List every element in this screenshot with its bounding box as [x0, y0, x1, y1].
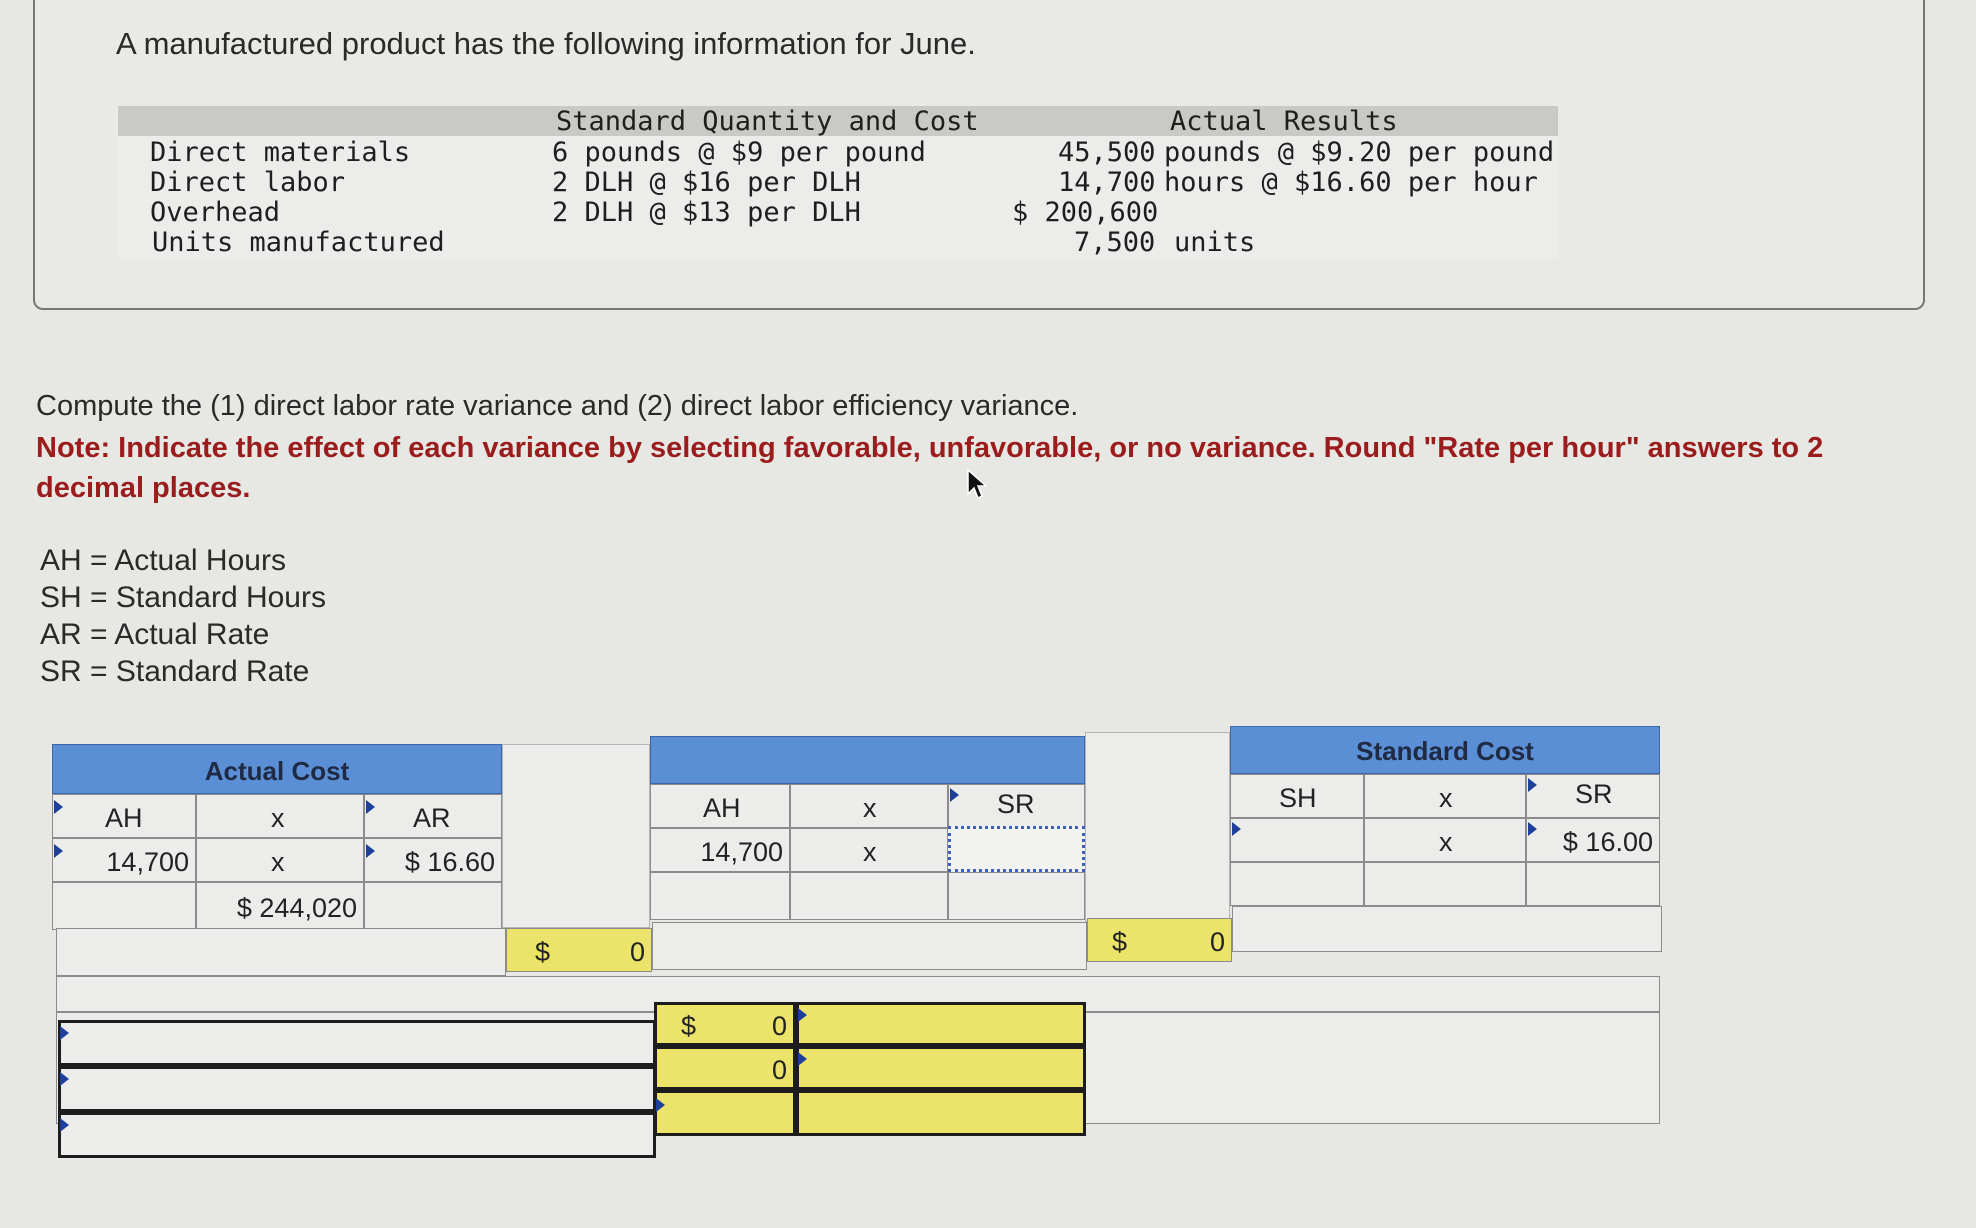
standard-x-label-cell — [1364, 774, 1526, 818]
standard-sh-label: SH — [1279, 783, 1317, 813]
actual-cost-header — [52, 744, 502, 794]
row-standard: 2 DLH @ $13 per DLH — [552, 197, 861, 228]
middle-ah-label: AH — [703, 793, 741, 823]
rate-diff-cell — [506, 928, 652, 972]
standard-sr-label: SR — [1575, 779, 1613, 809]
rate-variance-label-select[interactable] — [58, 1020, 656, 1066]
actual-x-label-cell — [196, 794, 364, 838]
legend-ah: AH = Actual Hours — [40, 544, 286, 577]
middle-x-label-cell — [790, 784, 948, 828]
gap-column-right — [1085, 732, 1230, 922]
actual-cost-total: $ 244,020 — [236, 893, 357, 923]
gap-column-left — [502, 744, 650, 928]
efficiency-variance-amount: 0 — [771, 1055, 787, 1085]
dropdown-flag-icon — [54, 844, 63, 858]
total-variance-label-select[interactable] — [58, 1112, 656, 1158]
mouse-pointer-icon — [966, 468, 988, 500]
middle-x-cell — [790, 828, 948, 872]
actual-blank-cell — [52, 882, 196, 930]
rate-variance-effect-select[interactable] — [796, 1002, 1086, 1046]
times-sign: x — [1439, 827, 1453, 857]
row-standard: 2 DLH @ $16 per DLH — [552, 167, 861, 198]
efficiency-diff-cell — [1087, 918, 1232, 962]
efficiency-variance-amount-input[interactable] — [654, 1046, 796, 1090]
middle-blank-cell — [948, 872, 1085, 920]
row-actual-amount: $ 200,600 — [1012, 197, 1159, 228]
times-sign: x — [863, 837, 877, 867]
row-actual-amount: 45,500 — [1058, 137, 1156, 168]
actual-cost-total-cell — [196, 882, 364, 930]
dropdown-flag-icon — [366, 844, 375, 858]
efficiency-variance-effect-select[interactable] — [796, 1046, 1086, 1090]
actual-ar-label: AR — [413, 803, 451, 833]
dollar-sign: $ — [681, 1011, 697, 1041]
standard-cost-header — [1230, 726, 1660, 774]
dropdown-flag-icon — [656, 1098, 665, 1112]
standard-total-cell — [1364, 862, 1526, 906]
dollar-sign: $ — [1112, 927, 1128, 957]
actual-ah-label: AH — [105, 803, 143, 833]
total-variance-amount-input[interactable] — [654, 1090, 796, 1136]
standard-cost-title: Standard Cost — [1356, 736, 1534, 766]
legend-sr: SR = Standard Rate — [40, 655, 310, 688]
actual-x-cell — [196, 838, 364, 882]
dropdown-flag-icon — [798, 1052, 807, 1066]
standard-sh-input[interactable] — [1230, 818, 1364, 862]
times-label: x — [1439, 783, 1453, 813]
actual-ah-label-cell — [52, 794, 196, 838]
standard-x-cell — [1364, 818, 1526, 862]
rate-variance-amount: 0 — [771, 1011, 787, 1041]
dropdown-flag-icon — [60, 1072, 69, 1086]
actual-ar-label-cell — [364, 794, 502, 838]
row-actual-desc: hours @ $16.60 per hour — [1164, 167, 1538, 198]
question-text: Compute the (1) direct labor rate variance and (2) direct labor efficiency variance. — [36, 390, 1079, 422]
dropdown-flag-icon — [60, 1118, 69, 1132]
legend-sh: SH = Standard Hours — [40, 581, 326, 614]
dropdown-flag-icon — [60, 1026, 69, 1040]
actual-cost-title: Actual Cost — [204, 756, 350, 786]
row-label: Overhead — [150, 197, 281, 228]
actual-header: Actual Results — [1170, 106, 1398, 137]
dropdown-flag-icon — [798, 1008, 807, 1022]
diff-row-blank — [1232, 906, 1662, 952]
dropdown-flag-icon — [950, 788, 959, 802]
times-sign: x — [271, 847, 285, 877]
standard-sh-label-cell — [1230, 774, 1364, 818]
dropdown-flag-icon — [1528, 778, 1537, 792]
dollar-sign: $ — [535, 937, 551, 967]
diff-row-blank — [652, 922, 1087, 970]
middle-sr-label: SR — [997, 789, 1035, 819]
middle-ah-value: 14,700 — [700, 837, 783, 867]
middle-total-cell — [790, 872, 948, 920]
middle-sr-label-cell — [948, 784, 1085, 828]
problem-intro: A manufactured product has the following information for June. — [116, 26, 976, 61]
standard-blank-cell — [1230, 862, 1364, 906]
middle-header — [650, 736, 1085, 784]
times-label: x — [271, 803, 285, 833]
row-standard: 6 pounds @ $9 per pound — [552, 137, 926, 168]
row-label: Units manufactured — [152, 227, 445, 258]
standard-blank-cell — [1526, 862, 1660, 906]
standard-sr-label-cell — [1526, 774, 1660, 818]
dropdown-flag-icon — [54, 800, 63, 814]
diff-row-blank — [56, 928, 506, 976]
total-variance-effect-select[interactable] — [796, 1090, 1086, 1136]
actual-ah-input[interactable] — [52, 838, 196, 882]
dropdown-flag-icon — [1528, 822, 1537, 836]
middle-ah-input[interactable] — [650, 828, 790, 872]
actual-ah-value: 14,700 — [106, 847, 189, 877]
efficiency-variance-label-select[interactable] — [58, 1066, 656, 1112]
rate-variance-amount-input[interactable] — [654, 1002, 796, 1046]
row-label: Direct labor — [150, 167, 346, 198]
row-actual-desc: units — [1174, 227, 1256, 258]
legend-ar: AR = Actual Rate — [40, 618, 270, 651]
row-actual-amount: 7,500 — [1074, 227, 1156, 258]
standard-header: Standard Quantity and Cost — [556, 106, 979, 137]
row-actual-amount: 14,700 — [1058, 167, 1156, 198]
dropdown-flag-icon — [366, 800, 375, 814]
standard-sr-value: $ 16.00 — [1562, 827, 1653, 857]
actual-blank-cell — [364, 882, 502, 930]
dropdown-flag-icon — [1232, 822, 1241, 836]
instruction-note: Note: Indicate the effect of each variance by selecting favorable, unfavorable, or no variance. Round "Rate per hour" answers to 2 decimal places. — [36, 432, 1824, 504]
middle-ah-label-cell — [650, 784, 790, 828]
times-label: x — [863, 793, 877, 823]
efficiency-diff-value: 0 — [1209, 927, 1225, 957]
rate-diff-value: 0 — [629, 937, 645, 967]
actual-ar-input[interactable] — [364, 838, 502, 882]
row-label: Direct materials — [150, 137, 411, 168]
middle-sr-input[interactable] — [948, 826, 1085, 872]
middle-blank-cell — [650, 872, 790, 920]
actual-ar-value: $ 16.60 — [404, 847, 495, 877]
row-actual-desc: pounds @ $9.20 per pound — [1164, 137, 1555, 168]
standard-sr-input[interactable] — [1526, 818, 1660, 862]
